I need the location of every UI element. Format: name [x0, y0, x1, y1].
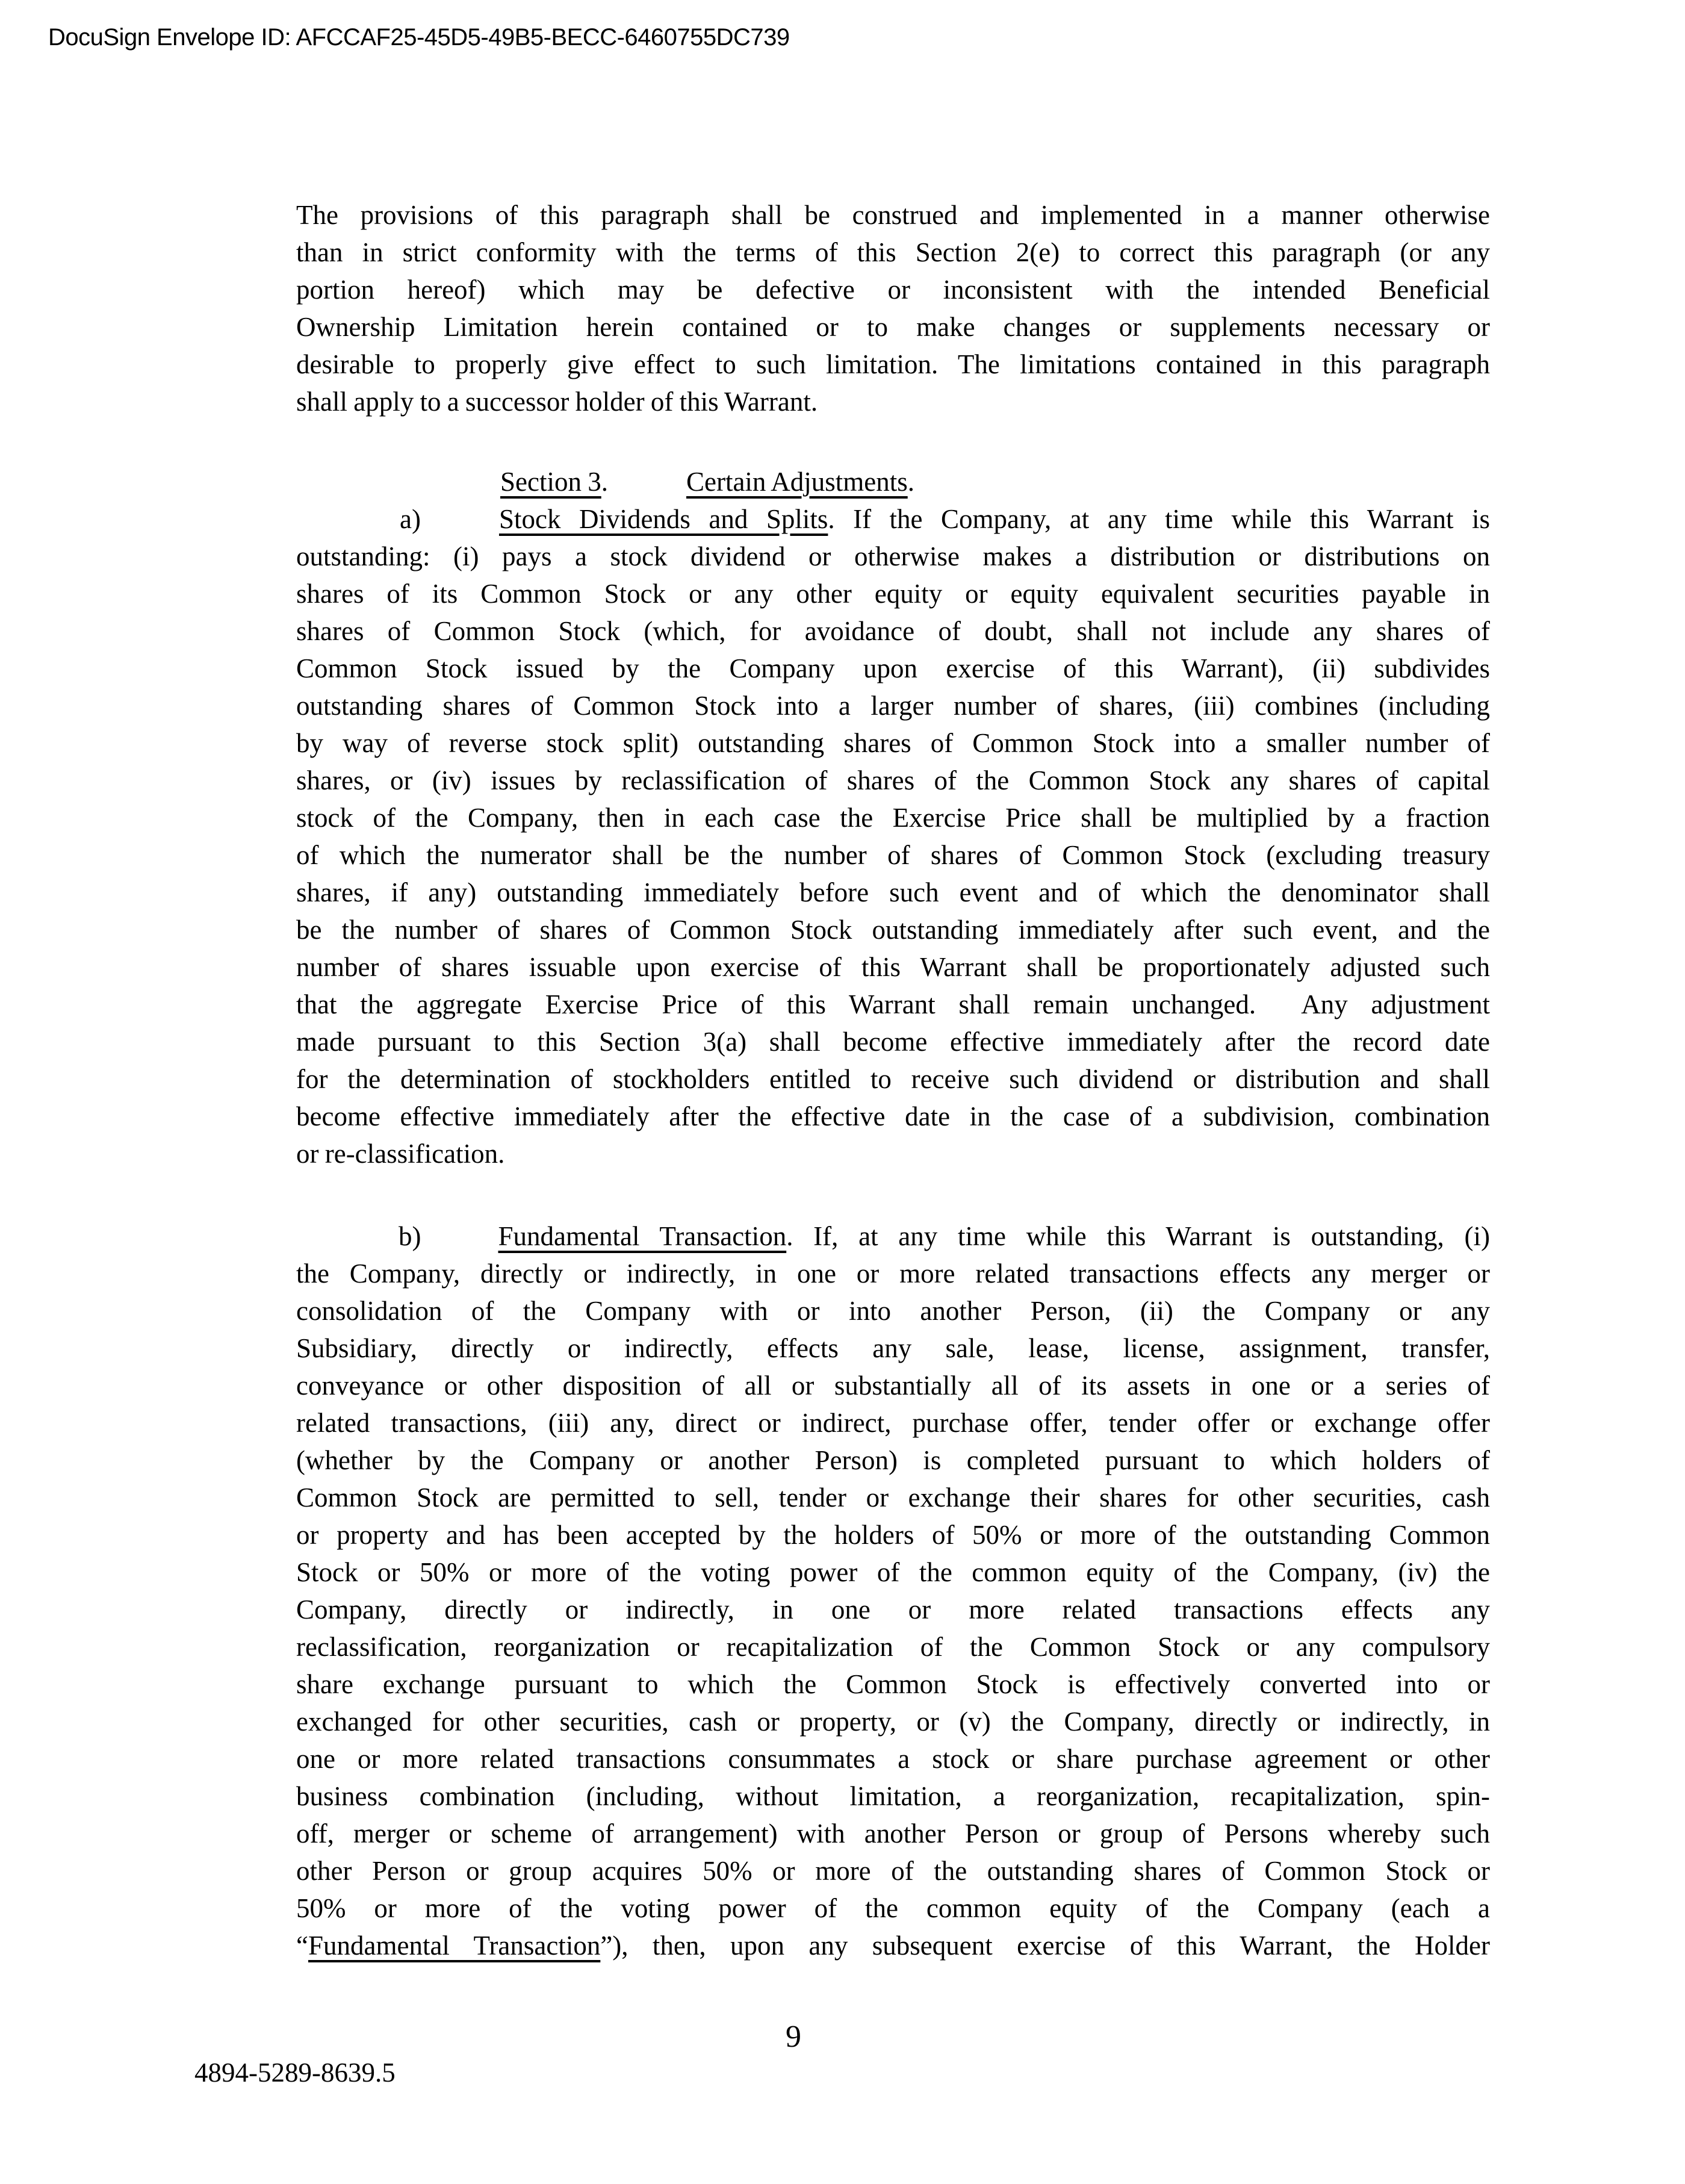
- text-segment: than in strict conformity with the terms of this Section 2(e) to correct this paragraph (or any: [296, 237, 1490, 267]
- text-line: [296, 1516, 1490, 1554]
- underlined-text: Fundamental Transaction: [308, 1930, 601, 1961]
- text-line: [296, 1852, 1490, 1890]
- text-line: [296, 346, 1490, 383]
- tab-spacer: [296, 527, 400, 528]
- text-line: [296, 986, 1490, 1023]
- text-segment: of which the numerator shall be the number of shares of Common Stock (excluding treasury: [296, 840, 1490, 870]
- text-line: [296, 575, 1490, 612]
- text-segment: shares, if any) outstanding immediately before such event and of which the denominator shall: [296, 877, 1490, 907]
- text-line: [296, 911, 1490, 948]
- text-segment: 50% or more of the voting power of the common equity of the Company (each a: [296, 1893, 1490, 1923]
- text-segment: .: [907, 467, 914, 497]
- text-line: [296, 234, 1490, 271]
- underlined-text: Certain Adjustments: [686, 467, 908, 497]
- text-segment: that the aggregate Exercise Price of this Warrant shall remain unchanged. Any adjustment: [296, 989, 1490, 1019]
- text-line: [296, 1666, 1490, 1703]
- text-line: [296, 196, 1490, 234]
- text-segment: outstanding shares of Common Stock into a larger number of shares, (iii) combines (including: [296, 691, 1490, 721]
- text-line: [296, 1330, 1490, 1367]
- text-segment: portion hereof) which may be defective or inconsistent with the intended Beneficial: [296, 275, 1490, 305]
- text-segment: consolidation of the Company with or into another Person, (ii) the Company or any: [296, 1296, 1490, 1326]
- page-number: 9: [786, 2020, 801, 2054]
- text-line: [296, 1292, 1490, 1330]
- underlined-text: Section 3: [500, 467, 601, 497]
- text-line: [296, 1591, 1490, 1628]
- text-line: [296, 836, 1490, 874]
- text-segment: reclassification, reorganization or recapitalization of the Common Stock or any compulsory: [296, 1632, 1490, 1662]
- text-segment: shares, or (iv) issues by reclassification of shares of the Common Stock any shares of capital: [296, 765, 1490, 795]
- text-line: [296, 271, 1490, 308]
- text-line: [296, 1479, 1490, 1516]
- text-line: [296, 1815, 1490, 1852]
- text-segment: .: [601, 467, 608, 497]
- text-segment: ”), then, upon any subsequent exercise of this Warrant, the Holder: [600, 1930, 1490, 1961]
- text-segment: become effective immediately after the effective date in the case of a subdivision, combination: [296, 1101, 1490, 1131]
- text-segment: off, merger or scheme of arrangement) with another Person or group of Persons whereby such: [296, 1818, 1490, 1849]
- text-line: [296, 1255, 1490, 1292]
- text-segment: Subsidiary, directly or indirectly, effects any sale, lease, license, assignment, transfer,: [296, 1333, 1490, 1363]
- text-line: [296, 1628, 1490, 1666]
- footer-document-control-number: 4894-5289-8639.5: [194, 2058, 396, 2088]
- underlined-text: Stock Dividends and Splits: [498, 504, 828, 534]
- text-segment: Company, directly or indirectly, in one or more related transactions effects any: [296, 1594, 1490, 1625]
- text-segment: made pursuant to this Section 3(a) shall become effective immediately after the record date: [296, 1027, 1490, 1057]
- text-line: [296, 1703, 1490, 1740]
- heading-block: [296, 463, 1490, 500]
- text-line: [296, 650, 1490, 687]
- text-line: [296, 612, 1490, 650]
- text-line: [296, 799, 1490, 836]
- text-line: [296, 1023, 1490, 1060]
- text-line: [296, 383, 1490, 420]
- text-segment: other Person or group acquires 50% or more of the outstanding shares of Common Stock or: [296, 1856, 1490, 1886]
- text-segment: one or more related transactions consummates a stock or share purchase agreement or other: [296, 1744, 1490, 1774]
- text-segment: Ownership Limitation herein contained or to make changes or supplements necessary or: [296, 312, 1490, 342]
- text-segment: a): [400, 504, 421, 534]
- text-line: [296, 500, 1490, 538]
- text-segment: or property and has been accepted by the holders of 50% or more of the outstanding Common: [296, 1520, 1490, 1550]
- text-line: [296, 1098, 1490, 1135]
- text-segment: The provisions of this paragraph shall be construed and implemented in a manner otherwise: [296, 200, 1490, 230]
- text-line: [296, 1890, 1490, 1927]
- text-segment: Common Stock issued by the Company upon exercise of this Warrant), (ii) subdivides: [296, 653, 1490, 683]
- text-line: [296, 1554, 1490, 1591]
- text-line: [296, 1135, 1490, 1172]
- text-line: [296, 1367, 1490, 1404]
- text-line: [296, 874, 1490, 911]
- text-line: [296, 1442, 1490, 1479]
- text-segment: conveyance or other disposition of all or substantially all of its assets in one or a series of: [296, 1370, 1490, 1401]
- text-segment: Common Stock are permitted to sell, tender or exchange their shares for other securities, cash: [296, 1482, 1490, 1513]
- underlined-text: Fundamental Transaction: [498, 1221, 787, 1251]
- docusign-envelope-id: DocuSign Envelope ID: AFCCAF25-45D5-49B5-BECC-6460755DC739: [48, 24, 790, 51]
- text-segment: . If the Company, at any time while this Warrant is: [828, 504, 1490, 534]
- text-segment: shares of its Common Stock or any other equity or equity equivalent securities payable in: [296, 579, 1490, 609]
- text-line: [296, 724, 1490, 762]
- text-segment: desirable to properly give effect to such limitation. The limitations contained in this paragraph: [296, 349, 1490, 379]
- text-segment: number of shares issuable upon exercise of this Warrant shall be proportionately adjusted such: [296, 952, 1490, 982]
- text-segment: or re-classification.: [296, 1139, 505, 1169]
- text-line: [296, 948, 1490, 986]
- text-line: [296, 308, 1490, 346]
- text-segment: outstanding: (i) pays a stock dividend or otherwise makes a distribution or distributions on: [296, 541, 1490, 571]
- text-line: [296, 687, 1490, 724]
- text-line: [296, 1404, 1490, 1442]
- text-line: [296, 1927, 1490, 1964]
- text-line: [296, 762, 1490, 799]
- text-segment: shall apply to a successor holder of this Warrant.: [296, 387, 818, 417]
- document-body: [296, 196, 1490, 1964]
- text-segment: exchanged for other securities, cash or property, or (v) the Company, directly or indirectly, in: [296, 1706, 1490, 1737]
- paragraph-block: [296, 1218, 1490, 1964]
- tab-spacer: [296, 490, 500, 491]
- text-segment: b): [399, 1221, 421, 1251]
- tab-spacer: [608, 490, 686, 491]
- text-segment: share exchange pursuant to which the Common Stock is effectively converted into or: [296, 1669, 1490, 1699]
- text-segment: shares of Common Stock (which, for avoidance of doubt, shall not include any shares of: [296, 616, 1490, 646]
- text-segment: the Company, directly or indirectly, in one or more related transactions effects any merger or: [296, 1258, 1490, 1289]
- text-segment: (whether by the Company or another Person) is completed pursuant to which holders of: [296, 1445, 1490, 1475]
- text-line: [296, 1060, 1490, 1098]
- text-segment: for the determination of stockholders entitled to receive such dividend or distribution and shall: [296, 1064, 1490, 1094]
- text-line: [296, 1218, 1490, 1255]
- text-segment: stock of the Company, then in each case the Exercise Price shall be multiplied by a fraction: [296, 803, 1490, 833]
- text-segment: . If, at any time while this Warrant is outstanding, (i): [786, 1221, 1490, 1251]
- text-segment: business combination (including, without limitation, a reorganization, recapitalization, spin-: [296, 1781, 1490, 1811]
- paragraph-block: [296, 196, 1490, 420]
- text-segment: Stock or 50% or more of the voting power of the common equity of the Company, (iv) the: [296, 1557, 1490, 1587]
- text-line: [296, 538, 1490, 575]
- text-line: [296, 1740, 1490, 1778]
- text-segment: related transactions, (iii) any, direct or indirect, purchase offer, tender offer or exchange offer: [296, 1408, 1490, 1438]
- paragraph-block: [296, 500, 1490, 1172]
- section-heading-line: [296, 463, 1490, 500]
- tab-spacer: [421, 527, 499, 528]
- text-line: [296, 1778, 1490, 1815]
- text-segment: be the number of shares of Common Stock outstanding immediately after such event, and the: [296, 915, 1490, 945]
- text-segment: by way of reverse stock split) outstanding shares of Common Stock into a smaller number of: [296, 728, 1490, 758]
- text-segment: “: [296, 1930, 308, 1961]
